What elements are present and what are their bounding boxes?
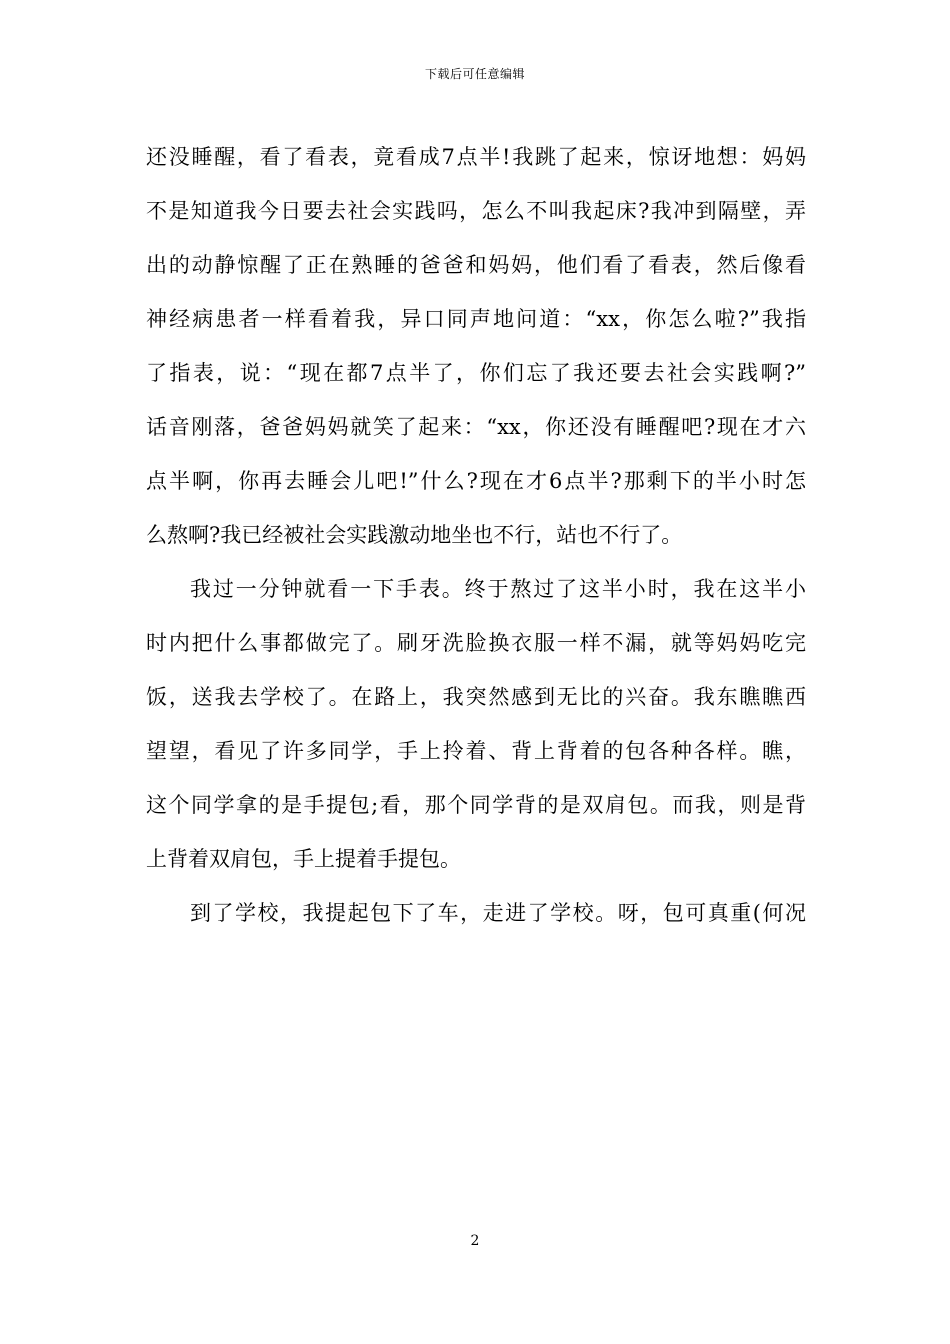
text-line: 这个同学拿的是手提包;看，那个同学背的是双肩包。而我，则是背 (146, 793, 806, 817)
text-line: 我过一分钟就看一下手表。终于熬过了这半小时，我在这半小 (190, 577, 806, 601)
text-line: 到了学校，我提起包下了车，走进了学校。呀，包可真重(何况 (190, 901, 806, 925)
text-line: 出的动静惊醒了正在熟睡的爸爸和妈妈，他们看了看表，然后像看 (146, 253, 806, 277)
text-line: 神经病患者一样看着我，异口同声地问道：“xx，你怎么啦?”我指 (146, 307, 806, 331)
text-line: 话音刚落，爸爸妈妈就笑了起来：“xx，你还没有睡醒吧?现在才六 (146, 415, 806, 439)
text-line: 么熬啊?我已经被社会实践激动地坐也不行，站也不行了。 (146, 523, 683, 547)
document-body (146, 130, 806, 940)
text-line: 点半啊，你再去睡会儿吧!”什么?现在才6点半?那剩下的半小时怎 (146, 469, 806, 493)
text-line: 了指表，说：“现在都7点半了，你们忘了我还要去社会实践啊?” (146, 361, 806, 385)
text-line: 饭，送我去学校了。在路上，我突然感到无比的兴奋。我东瞧瞧西 (146, 685, 806, 709)
text-line: 还没睡醒，看了看表，竟看成7点半!我跳了起来，惊讶地想：妈妈 (146, 145, 806, 169)
text-line: 不是知道我今日要去社会实践吗，怎么不叫我起床?我冲到隔壁，弄 (146, 199, 806, 223)
page-number: 2 (470, 1233, 480, 1249)
page-header: 下载后可任意编辑 (424, 67, 525, 81)
text-line: 时内把什么事都做完了。刷牙洗脸换衣服一样不漏，就等妈妈吃完 (146, 631, 806, 655)
text-line: 望望，看见了许多同学，手上拎着、背上背着的包各种各样。瞧， (146, 739, 806, 763)
text-line: 上背着双肩包，手上提着手提包。 (146, 847, 461, 871)
